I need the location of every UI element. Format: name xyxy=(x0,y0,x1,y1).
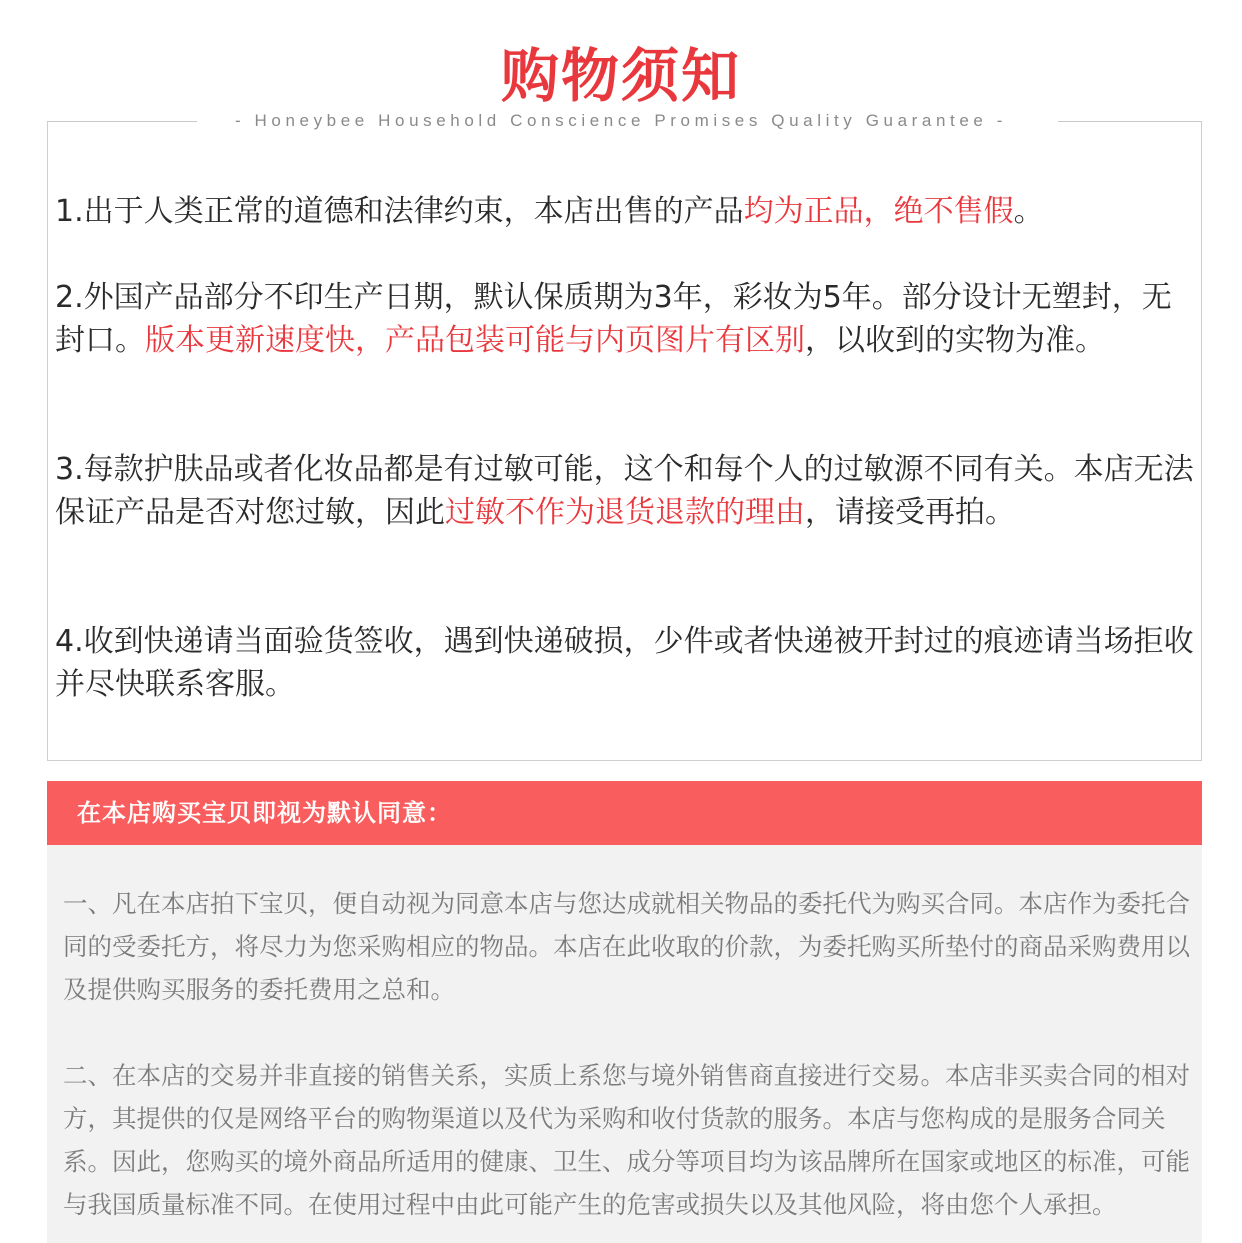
notice-2-tail: ，以收到的实物为准。 xyxy=(805,323,1105,358)
notice-1-text: 1.出于人类正常的道德和法律约束，本店出售的产品 xyxy=(55,194,744,229)
notice-3-highlight: 过敏不作为退货退款的理由 xyxy=(445,495,805,530)
notice-1-tail: 。 xyxy=(1013,194,1044,229)
notice-2-text: 2.外国产品部分不印生产日期，默认保质期为3年，彩妆为5年。部分设计无塑封，无封口。 xyxy=(55,280,1172,358)
notice-item-2 xyxy=(55,276,1200,362)
agreement-heading: 在本店购买宝贝即视为默认同意： xyxy=(47,781,1202,845)
notice-4-text: 4.收到快递请当面验货签收，遇到快递破损，少件或者快递被开封过的痕迹请当场拒收并尽快联系客服。 xyxy=(55,624,1194,702)
notice-1-highlight: 均为正品，绝不售假 xyxy=(743,194,1014,229)
notice-item-3 xyxy=(55,448,1200,534)
notice-item-1 xyxy=(55,190,1200,233)
page-subtitle: - Honeybee Household Conscience Promises Quality Guarantee - xyxy=(234,111,1008,130)
page-title: 购物须知 xyxy=(500,42,741,110)
notice-item-4 xyxy=(55,620,1200,706)
notice-3-tail: ，请接受再拍。 xyxy=(805,495,1015,530)
notice-2-highlight: 版本更新速度快，产品包装可能与内页图片有区别 xyxy=(145,323,805,358)
notice-3-text: 3.每款护肤品或者化妆品都是有过敏可能，这个和每个人的过敏源不同有关。本店无法保证产品是否对您过敏，因此 xyxy=(55,452,1194,530)
agreement-clause-1: 一、凡在本店拍下宝贝，便自动视为同意本店与您达成就相关物品的委托代为购买合同。本店作为委托合同的受委托方，将尽力为您采购相应的物品。本店在此收取的价款，为委托购买所垫付的商品采购费用以及提供购买服务的委托费用之总和。 xyxy=(63,889,1190,1004)
agreement-clause-2: 二、在本店的交易并非直接的销售关系，实质上系您与境外销售商直接进行交易。本店非买卖合同的相对方，其提供的仅是网络平台的购物渠道以及代为采购和收付货款的服务。本店与您构成的是服务合同关系。因此，您购买的境外商品所适用的健康、卫生、成分等项目均为该品牌所在国家或地区的标准，可能与我国质量标准不同。在使用过程中由此可能产生的危害或损失以及其他风险，将由您个人承担。 xyxy=(63,1061,1190,1219)
